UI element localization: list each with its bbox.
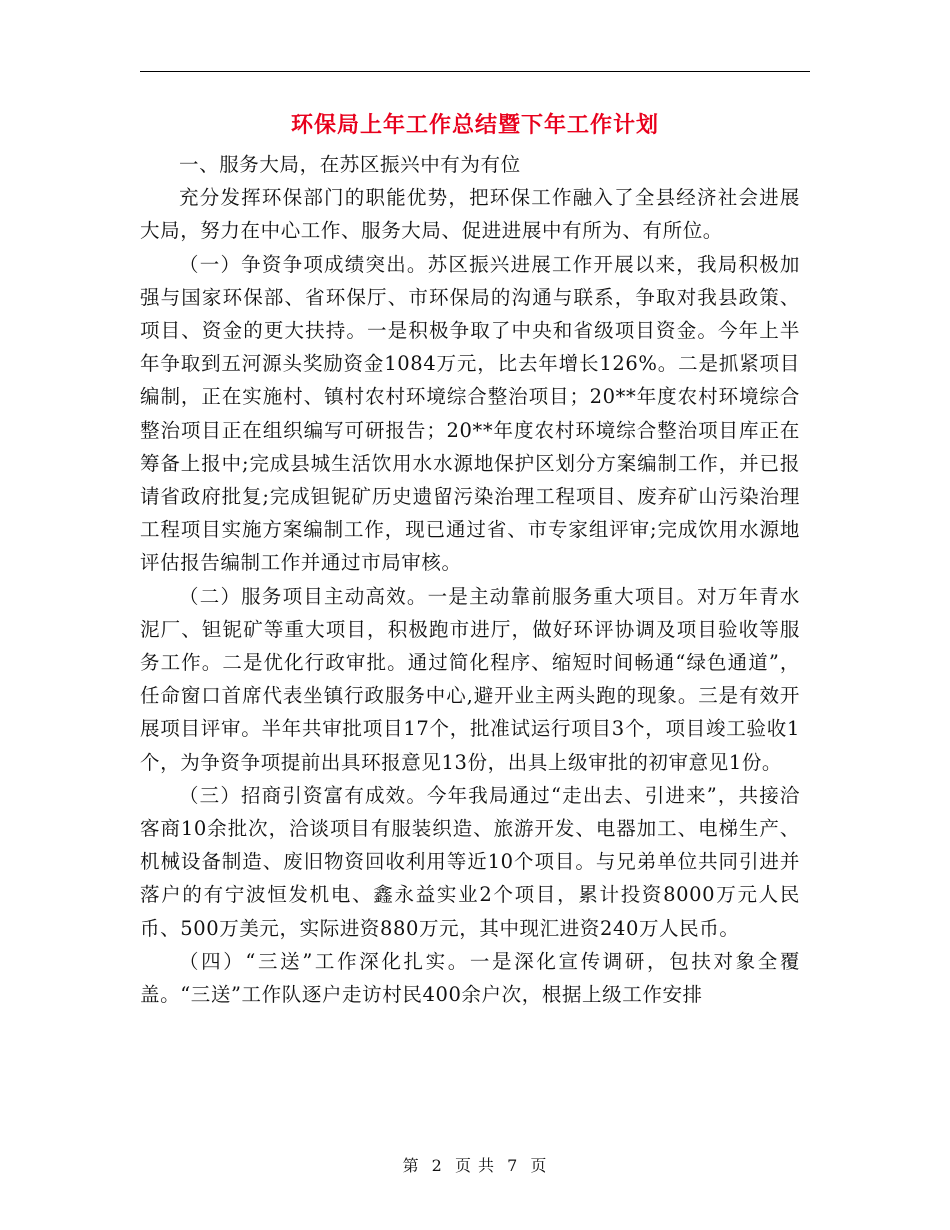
document-title: 环保局上年工作总结暨下年工作计划 bbox=[290, 112, 659, 138]
body-paragraph: 充分发挥环保部门的职能优势，把环保工作融入了全县经济社会进展大局，努力在中心工作、服务大局、促进进展中有所为、有所位。 bbox=[140, 186, 800, 243]
section-heading: 一、服务大局，在苏区振兴中有为有位 bbox=[179, 153, 521, 176]
body-paragraph: （一）争资争项成绩突出。苏区振兴进展工作开展以来，我局积极加强与国家环保部、省环保厅、市环保局的沟通与联系，争取对我县政策、项目、资金的更大扶持。一是积极争取了中央和省级项目资金。今年上半年争取到五河源头奖励资金1084万元，比去年增长126%。二是抓紧项目编制，正在实施村、镇村农村环境综合整治项目；20**年度农村环境综合整治项目正在组织编写可研报告；20**年度农村环境综合整治项目库正在筹备上报中;完成县城生活饮用水水源地保护区划分方案编制工作，并已报请省政府批复;完成钽铌矿历史遗留污染治理工程项目、废弃矿山污染治理工程项目实施方案编制工作，现已通过省、市专家组评审;完成饮用水源地评估报告编制工作并通过市局审核。 bbox=[140, 252, 800, 575]
page-footer bbox=[0, 1153, 950, 1176]
body-paragraph: （二）服务项目主动高效。一是主动靠前服务重大项目。对万年青水泥厂、钽铌矿等重大项目，积极跑市进厅，做好环评协调及项目验收等服务工作。二是优化行政审批。通过简化程序、缩短时间畅通“绿色通道”，任命窗口首席代表坐镇行政服务中心,避开业主两头跑的现象。三是有效开展项目评审。半年共审批项目17个，批准试运行项目3个，项目竣工验收1个，为争资争项提前出具环报意见13份，出具上级审批的初审意见1份。 bbox=[140, 584, 800, 774]
body-paragraph: （三）招商引资富有成效。今年我局通过“走出去、引进来”，共接洽客商10余批次，洽谈项目有服装织造、旅游开发、电器加工、电梯生产、机械设备制造、废旧物资回收利用等近10个项目。与兄弟单位共同引进并落户的有宁波恒发机电、鑫永益实业2个项目，累计投资8000万元人民币、500万美元，实际进资880万元，其中现汇进资240万人民币。 bbox=[140, 783, 800, 940]
document-body bbox=[140, 148, 800, 1011]
header-rule bbox=[140, 71, 810, 72]
footer-suffix: 页 bbox=[530, 1156, 548, 1175]
footer-total-pages: 7 bbox=[507, 1156, 519, 1175]
footer-page-number: 2 bbox=[431, 1156, 443, 1175]
footer-prefix: 第 bbox=[402, 1156, 420, 1175]
footer-mid: 页 共 bbox=[454, 1156, 496, 1175]
body-paragraph: （四）“三送”工作深化扎实。一是深化宣传调研，包扶对象全覆盖。“三送”工作队逐户走访村民400余户次，根据上级工作安排 bbox=[140, 949, 800, 1007]
